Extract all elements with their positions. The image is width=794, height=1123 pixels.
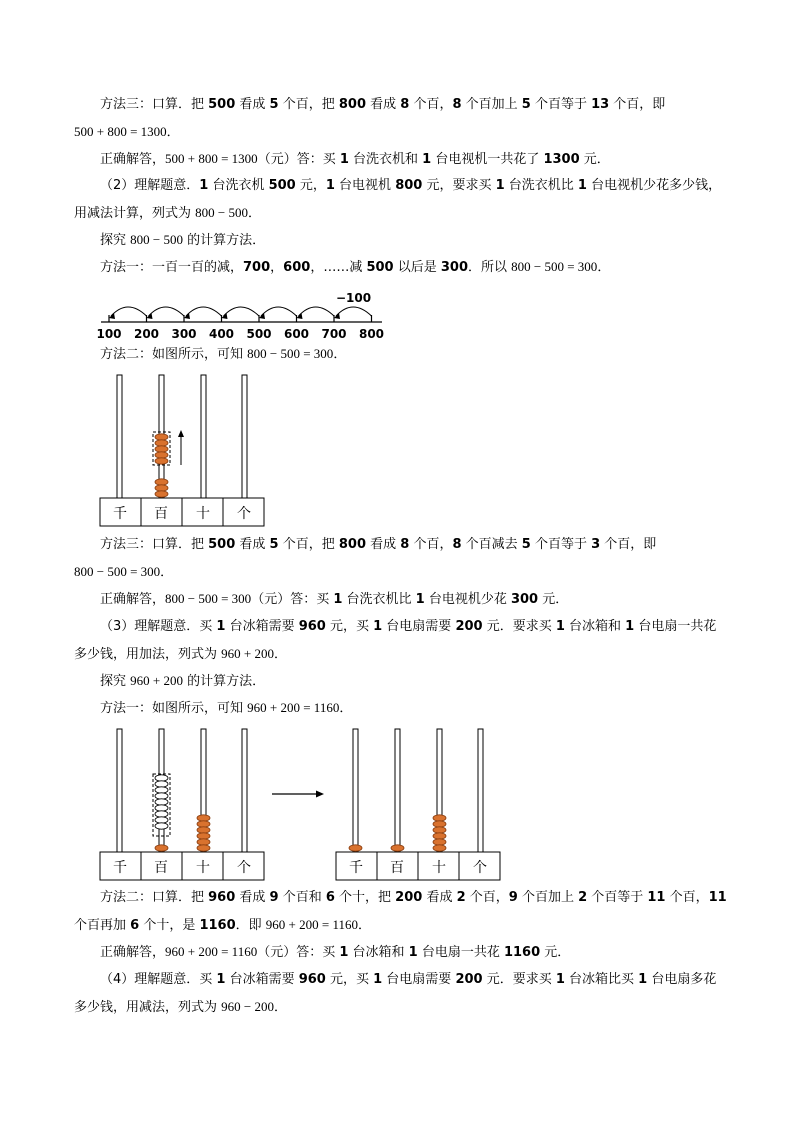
hop-arrowhead-icon <box>334 313 340 319</box>
abacus-bead <box>155 491 168 497</box>
part3-understanding-line2: 多少钱，用加法，列式为 960 + 200． <box>74 646 287 662</box>
explore-960-200: 探究 960 + 200 的计算方法． <box>100 673 266 689</box>
abacus-bead <box>433 821 446 827</box>
abacus-bead <box>155 452 168 458</box>
minus-100-hop-arc <box>224 307 260 316</box>
answer-addition-1300: 正确解答，500 + 800 = 1300（元）答：买 1 台洗衣机和 1 台电视机一共花了 1300 元． <box>100 151 610 167</box>
rod-ones <box>478 729 483 852</box>
label-thousands: 千 <box>113 860 127 876</box>
label-hundreds: 百 <box>154 506 168 522</box>
abacus-bead <box>433 815 446 821</box>
rod-ones <box>242 375 247 498</box>
rod-tens <box>201 375 206 498</box>
label-tens: 十 <box>432 860 446 876</box>
abacus-bead <box>155 434 168 440</box>
abacus-bead-outline <box>155 805 168 811</box>
abacus-bead <box>155 485 168 491</box>
number-line-label: 200 <box>133 327 160 341</box>
method2-addition-line1: 方法二：口算．把 960 看成 9 个百和 6 个十，把 200 看成 2 个百，9 个百加上 2 个百等于 11 个百，11 <box>100 890 727 905</box>
abacus-bead-outline <box>155 793 168 799</box>
abacus-bead <box>197 839 210 845</box>
abacus-bead <box>349 845 362 851</box>
abacus-bead <box>155 479 168 485</box>
abacus-960-before <box>99 726 267 882</box>
number-line-diagram <box>95 288 395 344</box>
abacus-bead <box>155 845 168 851</box>
abacus-bead <box>155 458 168 464</box>
number-line-label: 600 <box>283 327 310 341</box>
number-line-label: 100 <box>96 327 122 341</box>
minus-100-hop-arc <box>261 307 297 316</box>
abacus-bead <box>433 839 446 845</box>
method2-addition-line2: 个百再加 6 个十，是 1160．即 960 + 200 = 1160． <box>74 917 371 933</box>
hop-arrowhead-icon <box>259 313 265 319</box>
label-thousands: 千 <box>349 860 363 876</box>
method3-subtraction-line1: 方法三：口算．把 500 看成 5 个百，把 800 看成 8 个百，8 个百减去 5 个百等于 3 个百，即 <box>100 537 657 552</box>
minus-100-hop-arc <box>149 307 185 316</box>
label-ones: 个 <box>473 860 487 876</box>
abacus-bead-outline <box>155 799 168 805</box>
hop-arrowhead-icon <box>297 313 303 319</box>
part4-understanding-line1: （4）理解题意．买 1 台冰箱需要 960 元，买 1 台电扇需要 200 元．要求买 1 台冰箱比买 1 台电扇多花 <box>100 972 717 987</box>
answer-subtraction-300: 正确解答，800 − 500 = 300（元）答：买 1 台洗衣机比 1 台电视机少花 300 元． <box>100 591 569 607</box>
number-line-label: 500 <box>246 327 272 341</box>
abacus-bead <box>433 845 446 851</box>
label-ones: 个 <box>237 506 251 522</box>
number-line-label: 800 <box>358 327 385 341</box>
rod-thousands <box>353 729 358 852</box>
number-line-label: 300 <box>171 327 197 341</box>
method1-subtraction: 方法一：一百一百的减，700，600，……减 500 以后是 300．所以 800 − 500 = 300． <box>100 259 611 275</box>
rod-hundreds <box>395 729 400 852</box>
label-hundreds: 百 <box>390 860 404 876</box>
abacus-bead <box>197 815 210 821</box>
hop-arrowhead-icon <box>222 313 228 319</box>
abacus-bead-outline <box>155 823 168 829</box>
part2-understanding-line2: 用减法计算，列式为 800 − 500． <box>74 205 261 221</box>
rod-thousands <box>117 729 122 852</box>
part4-understanding-line2: 多少钱，用减法，列式为 960 − 200． <box>74 999 287 1015</box>
label-thousands: 千 <box>113 506 127 522</box>
hop-arrowhead-icon <box>147 313 153 319</box>
abacus-bead-outline <box>155 775 168 781</box>
abacus-bead <box>197 833 210 839</box>
transform-arrow-icon <box>270 786 328 802</box>
abacus-bead <box>197 845 210 851</box>
abacus-800-minus-500 <box>99 372 267 528</box>
minus-100-hop-arc <box>299 307 335 316</box>
label-hundreds: 百 <box>154 860 168 876</box>
method2-subtraction: 方法二：如图所示，可知 800 − 500 = 300． <box>100 346 347 362</box>
number-line-label: 700 <box>321 327 347 341</box>
method3-addition-line2: 500 + 800 = 1300． <box>74 124 180 140</box>
abacus-bead <box>155 440 168 446</box>
abacus-1160-after <box>335 726 503 882</box>
number-line-label: 400 <box>208 327 235 341</box>
minus-100-hop-arc <box>111 307 147 316</box>
method3-subtraction-line2: 800 − 500 = 300． <box>74 564 174 580</box>
abacus-bead-outline <box>155 787 168 793</box>
label-tens: 十 <box>196 506 210 522</box>
hop-arrowhead-icon <box>184 313 190 319</box>
arrow-head-icon <box>178 430 184 437</box>
hop-arrowhead-icon <box>109 313 115 319</box>
answer-addition-1160: 正确解答，960 + 200 = 1160（元）答：买 1 台冰箱和 1 台电扇一共花 1160 元． <box>100 944 571 960</box>
abacus-bead <box>433 833 446 839</box>
part3-understanding-line1: （3）理解题意．买 1 台冰箱需要 960 元，买 1 台电扇需要 200 元．要求买 1 台冰箱和 1 台电扇一共花 <box>100 619 717 634</box>
minus-100-hop-arc <box>336 307 372 316</box>
abacus-bead <box>197 827 210 833</box>
explore-800-500: 探究 800 − 500 的计算方法． <box>100 232 266 248</box>
minus-100-hop-arc <box>186 307 222 316</box>
rod-ones <box>242 729 247 852</box>
abacus-bead-outline <box>155 811 168 817</box>
abacus-bead <box>197 821 210 827</box>
method1-addition-960: 方法一：如图所示，可知 960 + 200 = 1160． <box>100 700 353 716</box>
abacus-bead-outline <box>155 781 168 787</box>
label-tens: 十 <box>196 860 210 876</box>
part2-understanding-line1: （2）理解题意．1 台洗衣机 500 元，1 台电视机 800 元，要求买 1 台洗衣机比 1 台电视机少花多少钱， <box>100 178 722 193</box>
rod-thousands <box>117 375 122 498</box>
abacus-bead <box>433 827 446 833</box>
minus-100-label: −100 <box>336 291 372 305</box>
abacus-bead-outline <box>155 817 168 823</box>
label-ones: 个 <box>237 860 251 876</box>
method3-addition-line1: 方法三：口算．把 500 看成 5 个百，把 800 看成 8 个百，8 个百加上 5 个百等于 13 个百，即 <box>100 97 666 112</box>
abacus-bead <box>155 446 168 452</box>
abacus-bead <box>391 845 404 851</box>
